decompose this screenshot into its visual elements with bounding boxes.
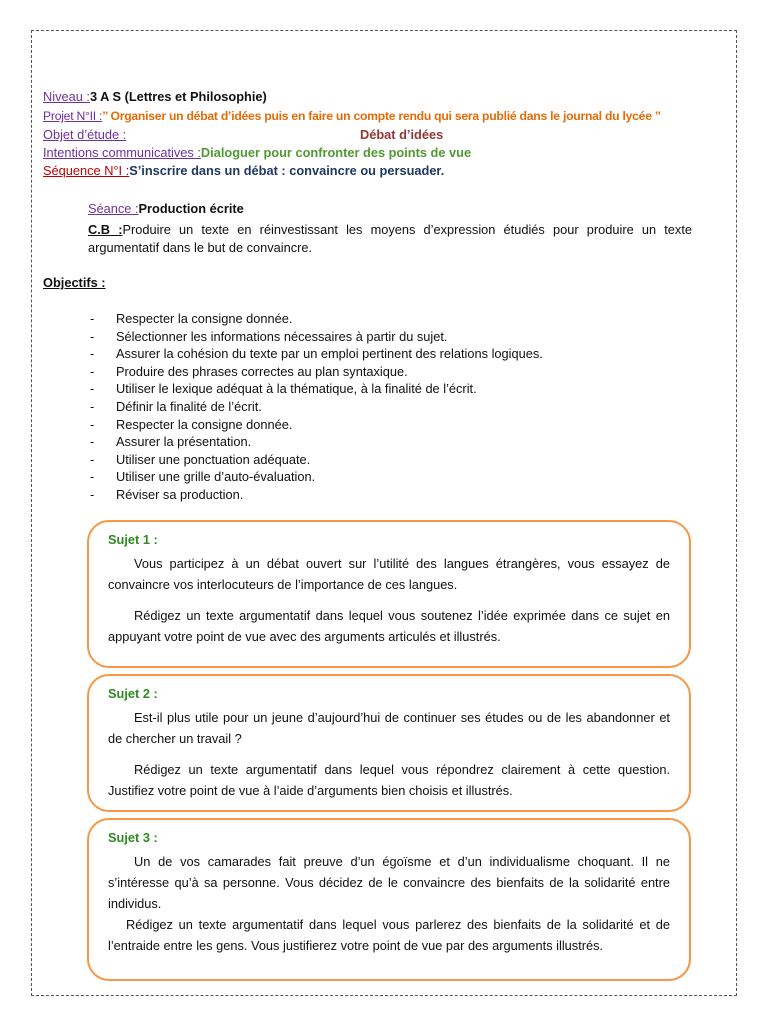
list-item-text: Utiliser le lexique adéquat à la thématique, à la finalité de l’écrit.: [116, 381, 477, 397]
sujet-2-paragraph-1: [108, 707, 670, 749]
sujet-2-text-1: Est-il plus utile pour un jeune d’aujourd’hui de continuer ses études ou de les abandonner et de chercher un travail ?: [108, 710, 670, 746]
sujet-3-paragraph-1: [108, 851, 670, 914]
list-bullet: -: [90, 381, 95, 397]
list-item: [90, 416, 543, 434]
sujet-1-text-2: Rédigez un texte argumentatif dans lequel vous soutenez l’idée exprimée dans ce sujet en appuyant votre point de vue avec des arguments articulés et illustrés.: [108, 608, 670, 644]
list-item-text: Respecter la consigne donnée.: [116, 311, 293, 326]
list-item: [90, 328, 543, 346]
intentions-line: [43, 145, 471, 160]
list-item-text: Utiliser une grille d’auto-évaluation.: [116, 469, 316, 485]
cb-text: Produire un texte en réinvestissant les moyens d’expression étudiés pour produire un texte argumentatif dans le but de convaincre.: [88, 222, 692, 255]
list-bullet: -: [90, 311, 95, 326]
seance-line: [88, 201, 244, 216]
sujet-2-title: Sujet 2 :: [108, 686, 158, 701]
sujet-3-text-2: Rédigez un texte argumentatif dans lequel vous parlerez des bienfaits de la solidarité et de l’entraide entre les gens. Vous justifierez votre point de vue par des arguments illustrés.: [108, 917, 670, 953]
list-bullet: -: [90, 328, 95, 344]
sujet-2-text-2: Rédigez un texte argumentatif dans lequel vous répondrez clairement à cette question. Justifiez votre point de vue à l’aide d’arguments bien choisis et illustrés.: [108, 762, 670, 798]
sujet-3-box: [87, 818, 691, 981]
sujet-2-paragraph-2: [108, 759, 670, 801]
intentions-value: Dialoguer pour confronter des points de vue: [200, 145, 472, 160]
list-bullet: -: [90, 486, 95, 502]
sujet-1-box: [87, 520, 691, 668]
sujet-1-title: Sujet 1 :: [108, 532, 158, 547]
sujet-1-paragraph-1: [108, 553, 670, 595]
list-item-text: Assurer la présentation.: [116, 434, 252, 450]
list-item: [90, 468, 543, 486]
list-item: [90, 363, 543, 381]
sujet-3-paragraph-2: [108, 914, 670, 956]
niveau-label: Niveau :: [43, 89, 90, 104]
seance-label: Séance :: [88, 201, 139, 216]
list-item-text: Réviser sa production.: [116, 486, 244, 502]
objet-label: Objet d’étude :: [43, 127, 127, 142]
list-item: [90, 310, 543, 328]
list-item: [90, 398, 543, 416]
sequence-line: [43, 163, 444, 178]
list-item-text: Définir la finalité de l’écrit.: [116, 398, 262, 414]
niveau-line: [43, 89, 267, 104]
list-item: [90, 380, 543, 398]
sujet-2-box: [87, 674, 691, 812]
list-item: [90, 451, 543, 469]
objet-value: Débat d’idées: [360, 127, 444, 142]
competence-de-base: [88, 221, 692, 257]
list-item: [90, 345, 543, 363]
intentions-label: Intentions communicatives :: [43, 145, 201, 160]
sujet-3-title: Sujet 3 :: [108, 830, 158, 845]
objectifs-list: [90, 310, 543, 504]
sujet-1-paragraph-2: [108, 605, 670, 647]
list-bullet: -: [90, 434, 95, 450]
list-item-text: Assurer la cohésion du texte par un emploi pertinent des relations logiques.: [116, 346, 543, 362]
list-item-text: Sélectionner les informations nécessaires à partir du sujet.: [116, 328, 448, 344]
list-item-text: Produire des phrases correctes au plan syntaxique.: [116, 363, 408, 379]
sujet-3-text-1: Un de vos camarades fait preuve d’un égoïsme et d’un individualisme choquant. Il ne s’intéresse qu’à sa personne. Vous décidez de le convaincre des bienfaits de la solidarité entre individus.: [108, 854, 670, 911]
seance-value: Production écrite: [138, 201, 244, 216]
list-bullet: -: [90, 346, 95, 362]
list-bullet: -: [90, 416, 95, 432]
objet-line: [43, 127, 444, 142]
list-bullet: -: [90, 398, 95, 414]
projet-value: ’’ Organiser un débat d’idées puis en faire un compte rendu qui sera publié dans le journal du lycée ’’: [102, 109, 661, 123]
list-item: [90, 433, 543, 451]
projet-line: [43, 109, 661, 123]
cb-label: C.B :: [88, 222, 123, 237]
list-item-text: Utiliser une ponctuation adéquate.: [116, 451, 311, 467]
projet-label: Projet N°II :: [43, 109, 103, 123]
sequence-value: S’inscrire dans un débat : convaincre ou persuader.: [129, 163, 445, 178]
list-bullet: -: [90, 363, 95, 379]
objectifs-title: Objectifs :: [43, 275, 106, 290]
list-item-text: Respecter la consigne donnée.: [116, 416, 293, 432]
niveau-value: 3 A S (Lettres et Philosophie): [89, 89, 267, 104]
list-bullet: -: [90, 469, 95, 485]
list-item: [90, 486, 543, 504]
sequence-label: Séquence N°I :: [43, 163, 130, 178]
sujet-1-text-1: Vous participez à un débat ouvert sur l’utilité des langues étrangères, vous essayez de convaincre vos interlocuteurs de l’importance de ces langues.: [108, 556, 670, 592]
list-bullet: -: [90, 451, 95, 467]
